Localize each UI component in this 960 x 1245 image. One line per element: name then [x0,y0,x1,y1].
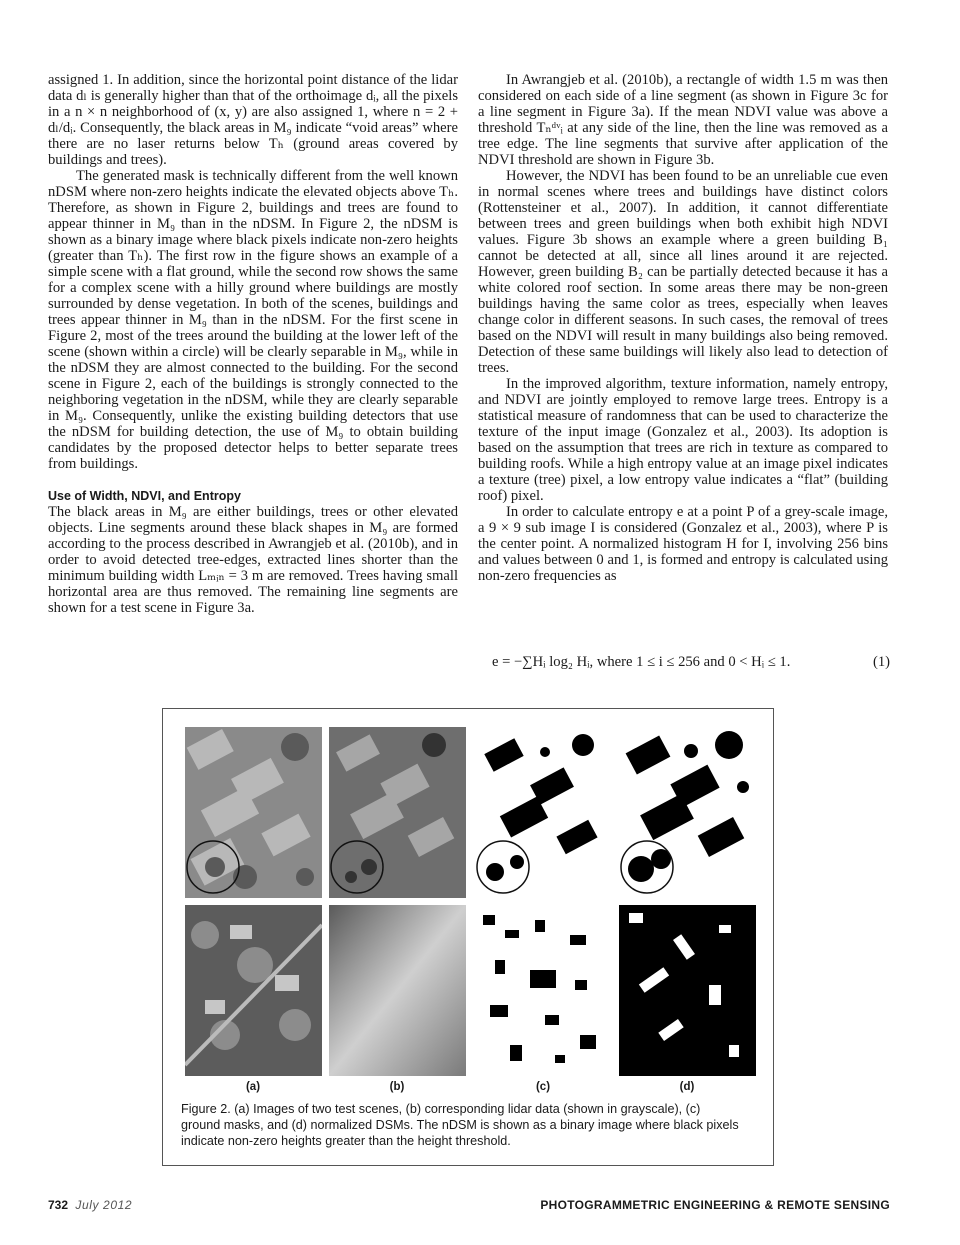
figure-2 [162,708,774,1166]
left-paragraph-3: The black areas in M₉ are either buildings, trees or other elevated objects. Line segments around these black shapes in M₉ are formed according to the process described in Awrangjeb et al. (2010b), and in order to avoid detected tree-edges, extracted lines shorter than the minimum building width Lₘᵢₙ = 3 m are removed. Trees having small horizontal area are thus removed. The remaining line segments are shown for a test scene in Figure 3a. [48,504,458,616]
journal-name: PHOTOGRAMMETRIC ENGINEERING & REMOTE SENSING [540,1198,890,1212]
left-paragraph-1: assigned 1. In addition, since the horizontal point distance of the lidar data dₗ is generally higher than that of the orthoimage dᵢ, all the pixels in a n × n neighborhood of (x, y) are also assigned 1, where n = 2 + dₗ/dᵢ. Consequently, the black areas in M₉ indicate “void areas” where there are no laser returns below Tₕ (ground areas covered by buildings and trees). [48,72,458,168]
right-paragraph-1: In Awrangjeb et al. (2010b), a rectangle of width 1.5 m was then considered on each side of a line segment (as shown in Figure 3c for a line segment in Figure 3a). If the mean NDVI value was above a threshold Tₙᵈᵛᵢ at any side of the line, then the line was removed as a tree edge. The line segments that survive after application of the NDVI threshold are shown in Figure 3b. [478,72,888,168]
panel-a-scene1-image [185,727,322,898]
right-column [478,72,888,584]
page-number: 732 [48,1198,69,1212]
right-paragraph-4: In order to calculate entropy e at a point P of a grey-scale image, a 9 × 9 sub image I is considered (Gonzalez et al., 2003), where P is the center point. A normalized histogram H for I, involving 256 bins and values between 0 and 1, is formed and entropy is calculated using non-zero frequencies as [478,504,888,584]
panel-c-scene1-ground-mask [475,727,612,898]
equation-body: e = −∑Hᵢ log₂ Hᵢ, where 1 ≤ i ≤ 256 and 0 < Hᵢ ≤ 1. [492,654,791,670]
panel-b-scene2-lidar [329,905,466,1076]
panel-label-c: (c) [535,1081,551,1093]
right-paragraph-2: However, the NDVI has been found to be an unreliable cue even in normal scenes where trees and buildings have distinct colors (Rottensteiner et al., 2007). In addition, it cannot differentiate between trees and green buildings when both exhibit high NDVI values. Figure 3b shows an example where a green building B₁ cannot be detected at all, since all lines around it are rejected. However, green building B₂ can be partially detected because it has a white colored roof section. In some areas there may be non-green buildings having the same color as trees, especially when leaves change color in different seasons. In such cases, the removal of trees based on the NDVI will result in many buildings also being removed. Detection of these same buildings will likely also lead to detection of trees. [478,168,888,376]
panel-label-b: (b) [389,1081,405,1093]
equation-number: (1) [872,654,890,670]
panel-label-a: (a) [245,1081,261,1093]
panel-d-scene2-ndsm [619,905,756,1076]
panel-b-scene1-lidar [329,727,466,898]
issue-date: July 2012 [75,1198,133,1212]
panel-a-scene2-image [185,905,322,1076]
left-paragraph-2: The generated mask is technically different from the well known nDSM where non-zero heights indicate the elevated objects above Tₕ. Therefore, as shown in Figure 2, buildings and trees are found to appear thinner in M₉ than in the nDSM. In Figure 2, the nDSM is shown as a binary image where black pixels indicate non-zero heights (greater than Tₕ). The first row in the figure shows an example of a simple scene with a flat ground, while the second row shows the same for a complex scene with a hilly ground where buildings are mostly surrounded by dense vegetation. In both of the scenes, buildings and trees appear thinner in M₉ than in the nDSM. For the first scene in Figure 2, most of the trees around the building at the lower left of the scene (shown within a circle) will be clearly separable in M₉, while in the nDSM they are almost connected to the building. For the second scene in Figure 2, each of the buildings is strongly connected to the neighboring vegetation in the nDSM, while they are clearly separable in M₉. Consequently, unlike the existing building detectors that use the nDSM for building detection, the use of M₉ to obtain building candidates by the proposed detector helps to better separate trees from buildings. [48,168,458,472]
right-paragraph-3: In the improved algorithm, texture information, namely entropy, and NDVI are jointly employed to remove large trees. Entropy is a statistical measure of randomness that can be used to characterize the texture of the input image (Gonzalez et al., 2003). Its adoption is based on the assumption that trees are rich in texture as compared to building roofs. While a high entropy value at an image pixel indicates a texture (tree) pixel, a low entropy value indicates a “flat” (building roof) pixel. [478,376,888,504]
panel-d-scene1-ndsm [619,727,756,898]
page-footer [48,1198,890,1216]
figure-caption: Figure 2. (a) Images of two test scenes, (b) corresponding lidar data (shown in grayscale), (c) ground masks, and (d) normalized DSMs. The nDSM is shown as a binary image where black pixels indicate non-zero heights greater than the height threshold. [181,1102,739,1148]
panel-label-d: (d) [679,1081,695,1093]
equation-1 [478,652,890,672]
left-column [48,72,458,616]
section-heading: Use of Width, NDVI, and Entropy [48,489,241,503]
panel-c-scene2-ground-mask [475,905,612,1076]
